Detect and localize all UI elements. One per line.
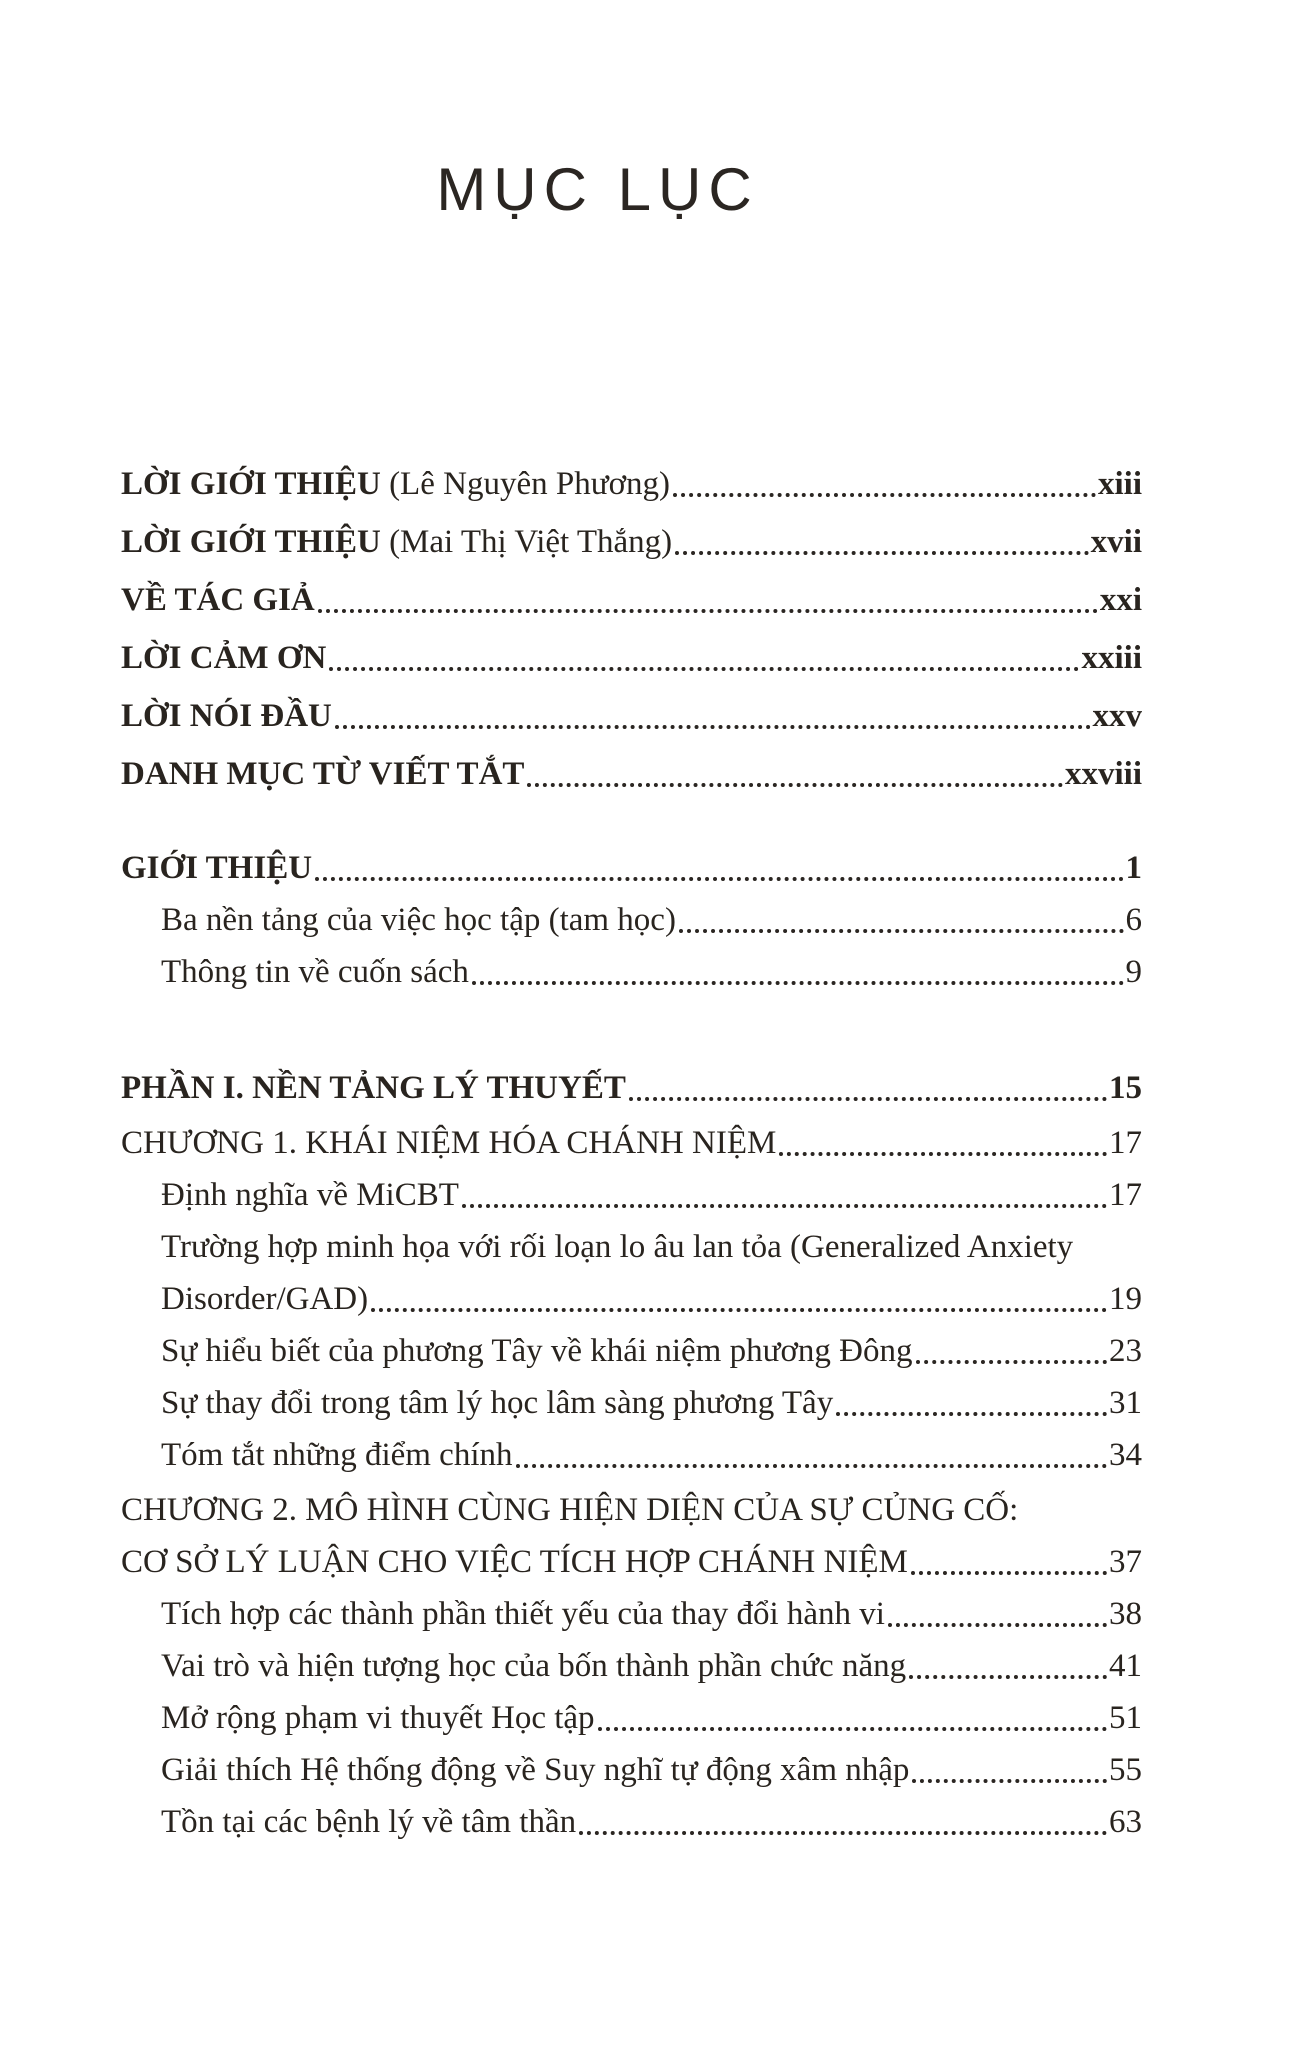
- toc-entry-label: [121, 845, 312, 891]
- toc-entry-label: [121, 751, 524, 797]
- toc-dot-leader: [318, 609, 1098, 613]
- toc-entry: [121, 1432, 1142, 1478]
- toc-dot-leader: [916, 1360, 1108, 1364]
- toc-page-number: 23: [1109, 1333, 1142, 1369]
- toc-page-number: xxv: [1092, 698, 1142, 734]
- toc-page-number: 37: [1109, 1544, 1142, 1580]
- toc-entry-label-text: Mở rộng phạm vi thuyết Học tập: [161, 1700, 595, 1736]
- toc-entry-label-text: Tóm tắt những điểm chính: [161, 1437, 513, 1473]
- toc-dot-leader: [527, 783, 1063, 787]
- toc-page-number: 38: [1109, 1596, 1142, 1632]
- toc-entry-label: [161, 1799, 576, 1845]
- toc-entry-label-text: Giải thích Hệ thống động về Suy nghĩ tự động xâm nhập: [161, 1752, 910, 1788]
- toc-entry: [121, 461, 1142, 507]
- toc-entry-label-text: CƠ SỞ LÝ LUẬN CHO VIỆC TÍCH HỢP CHÁNH NIỆM: [121, 1544, 908, 1580]
- toc-entry-label-text: Tích hợp các thành phần thiết yếu của thay đổi hành vi: [161, 1596, 885, 1632]
- toc-page-number: 15: [1109, 1070, 1142, 1106]
- toc-entry-label: [161, 1695, 595, 1741]
- toc-entry-label: [161, 1747, 909, 1793]
- toc-page-number: 6: [1125, 902, 1142, 938]
- toc-page-number: xxviii: [1064, 756, 1142, 792]
- toc-dot-leader: [888, 1623, 1107, 1627]
- toc-page-number: xxi: [1099, 582, 1142, 618]
- toc-entry-label-bold: VỀ TÁC GIẢ: [121, 582, 315, 618]
- toc-entry-label-bold: LỜI CẢM ƠN: [121, 640, 327, 676]
- toc-dot-leader: [315, 877, 1123, 881]
- toc-entry-label-text: Trường hợp minh họa với rối loạn lo âu lan tỏa (Generalized Anxiety: [161, 1229, 1074, 1265]
- toc-dot-leader: [836, 1412, 1107, 1416]
- toc-entry-label: [121, 1065, 626, 1111]
- toc-entry: [121, 1799, 1142, 1845]
- toc-entry: [121, 1539, 1142, 1585]
- toc-dot-leader: [329, 667, 1079, 671]
- toc-dot-leader: [335, 725, 1091, 729]
- toc-page-number: 63: [1109, 1804, 1142, 1840]
- toc-page-number: 17: [1109, 1125, 1142, 1161]
- toc-entry: [121, 751, 1142, 797]
- toc-entry-label: [121, 519, 672, 565]
- toc-entry-label: [121, 577, 315, 623]
- toc-dot-leader: [679, 929, 1124, 933]
- toc-entry: [121, 1380, 1142, 1426]
- toc-entry: [121, 519, 1142, 565]
- toc-entry-label: [121, 1539, 908, 1585]
- toc-entry-label: [161, 1380, 833, 1426]
- toc-entry-label: [161, 1224, 1073, 1270]
- toc-page-number: 34: [1109, 1437, 1142, 1473]
- toc-page-number: 55: [1109, 1752, 1142, 1788]
- toc-entry: [121, 1695, 1142, 1741]
- toc-page-number: 9: [1125, 954, 1142, 990]
- toc-entry-label-text: (Lê Nguyên Phương): [380, 466, 671, 502]
- toc-entry: [121, 1747, 1142, 1793]
- toc-dot-leader: [598, 1727, 1107, 1731]
- toc-entry-label: [121, 1487, 1018, 1533]
- toc-entry-label: [161, 1432, 513, 1478]
- toc-dot-leader: [673, 493, 1096, 497]
- toc-entry-label: [161, 897, 676, 943]
- toc-entry: [121, 577, 1142, 623]
- toc-entry: [121, 1120, 1142, 1166]
- toc-dot-leader: [911, 1571, 1107, 1575]
- toc-entry-label: [161, 1276, 368, 1322]
- toc-page-number: 19: [1109, 1281, 1142, 1317]
- toc-dot-leader: [516, 1464, 1108, 1468]
- toc-entry-label: [161, 1591, 885, 1637]
- toc-entry-label-text: Tồn tại các bệnh lý về tâm thần: [161, 1804, 577, 1840]
- toc-dot-leader: [462, 1204, 1107, 1208]
- toc-dot-leader: [909, 1675, 1107, 1679]
- toc-entry: [121, 1591, 1142, 1637]
- toc-entry-label-bold: PHẦN I. NỀN TẢNG LÝ THUYẾT: [121, 1070, 626, 1106]
- toc-dot-leader: [472, 981, 1124, 985]
- toc-entry: [121, 949, 1142, 995]
- toc-dot-leader: [779, 1152, 1107, 1156]
- toc-page-number: 31: [1109, 1385, 1142, 1421]
- toc-entry: [121, 1643, 1142, 1689]
- toc-entry-label: [161, 1328, 913, 1374]
- toc-entry: [121, 1276, 1142, 1322]
- toc-entry-label: [121, 1120, 776, 1166]
- toc-page-number: 41: [1109, 1648, 1142, 1684]
- toc-page-number: 17: [1109, 1177, 1142, 1213]
- toc-entry-label-text: Vai trò và hiện tượng học của bốn thành phần chức năng: [161, 1648, 907, 1684]
- toc-dot-leader: [629, 1097, 1107, 1101]
- toc-entry: [121, 1224, 1142, 1270]
- toc-entry-label: [121, 693, 332, 739]
- toc-entry: [121, 635, 1142, 681]
- toc-entry-label-text: Disorder/GAD): [161, 1281, 369, 1317]
- toc-entry-label-bold: LỜI GIỚI THIỆU: [121, 466, 381, 502]
- toc-entry-label-bold: GIỚI THIỆU: [121, 850, 313, 886]
- toc-entry-label-bold: LỜI NÓI ĐẦU: [121, 698, 332, 734]
- toc-entry-label-text: (Mai Thị Việt Thắng): [380, 524, 673, 560]
- toc-entry-label-text: CHƯƠNG 2. MÔ HÌNH CÙNG HIỆN DIỆN CỦA SỰ CỦNG CỐ:: [121, 1492, 1019, 1528]
- toc-entry-label-text: Sự hiểu biết của phương Tây về khái niệm phương Đông: [161, 1333, 913, 1369]
- toc-entry-label-text: Định nghĩa về MiCBT: [161, 1177, 459, 1213]
- toc-entry-label-text: Sự thay đổi trong tâm lý học lâm sàng phương Tây: [161, 1385, 834, 1421]
- toc-entry: [121, 897, 1142, 943]
- toc-dot-leader: [371, 1308, 1107, 1312]
- toc-entry: [121, 1065, 1142, 1111]
- toc-entry-label: [121, 635, 326, 681]
- toc-entry: [121, 693, 1142, 739]
- toc-entry-label: [161, 1172, 459, 1218]
- toc-list: [121, 461, 1142, 1845]
- toc-page-number: 51: [1109, 1700, 1142, 1736]
- toc-entry-label-bold: DANH MỤC TỪ VIẾT TẮT: [121, 756, 525, 792]
- toc-entry-label: [121, 461, 670, 507]
- toc-entry-label-text: Thông tin về cuốn sách: [161, 954, 469, 990]
- toc-dot-leader: [675, 551, 1089, 555]
- toc-entry-label: [161, 949, 469, 995]
- toc-page-number: xvii: [1090, 524, 1142, 560]
- toc-entry: [121, 845, 1142, 891]
- page-title: MỤC LỤC: [436, 156, 759, 223]
- toc-entry: [121, 1172, 1142, 1218]
- toc-page-number: 1: [1125, 850, 1142, 886]
- toc-page-number: xiii: [1097, 466, 1142, 502]
- toc-entry-label-text: Ba nền tảng của việc học tập (tam học): [161, 902, 676, 938]
- toc-entry-label-bold: LỜI GIỚI THIỆU: [121, 524, 381, 560]
- toc-dot-leader: [579, 1831, 1107, 1835]
- toc-dot-leader: [912, 1779, 1107, 1783]
- toc-entry-label-text: CHƯƠNG 1. KHÁI NIỆM HÓA CHÁNH NIỆM: [121, 1125, 777, 1161]
- toc-entry-label: [161, 1643, 906, 1689]
- toc-entry: [121, 1487, 1142, 1533]
- toc-entry: [121, 1328, 1142, 1374]
- toc-page-number: xxiii: [1081, 640, 1142, 676]
